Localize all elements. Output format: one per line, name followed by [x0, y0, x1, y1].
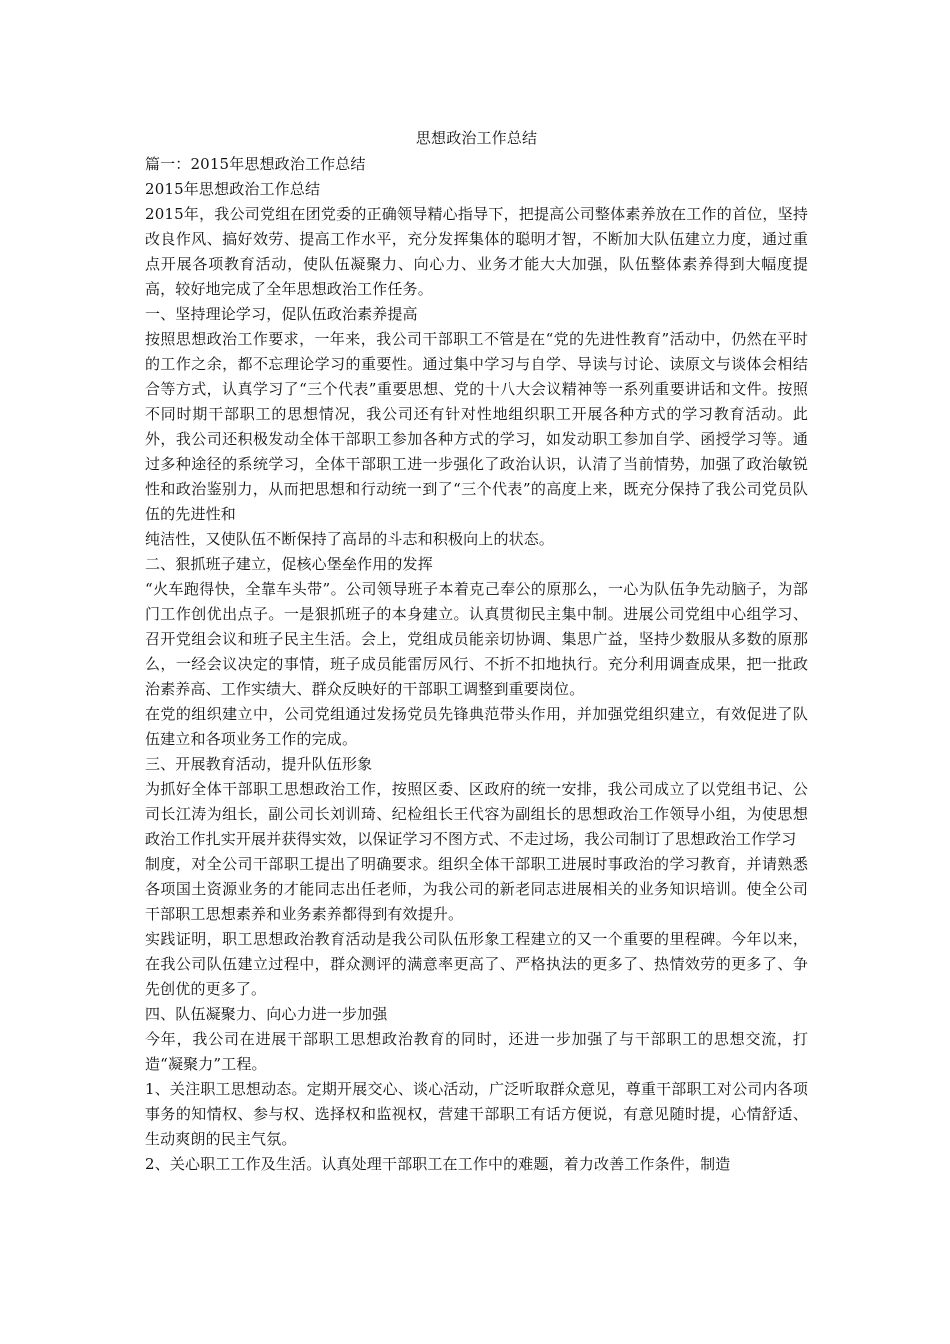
paragraph-education-cont: 制度，对全公司干部职工提出了明确要求。组织全体干部职工进展时事政治的学习教育，并请熟悉各项国土资源业务的才能同志出任老师，为我公司的新老同志进展相关的业务知识培训。使全公司干部职工思想素养和业务素养都得到有效提升。	[145, 855, 808, 923]
paragraph-theory-study-cont: 纯洁性，又使队伍不断保持了高昂的斗志和积极向上的状态。	[145, 530, 555, 548]
document-body	[145, 126, 808, 1177]
paragraph-theory-study: 按照思想政治工作要求，一年来，我公司干部职工不管是在“党的先进性教育”活动中，仍然在平时的工作之余，都不忘理论学习的重要性。通过集中学习与自学、导读与讨论、读原文与谈体会相结合等方式，认真学习了“三个代表”重要思想、党的十八大会议精神等一系列重要讲话和文件。按照不同时期干部职工的思想情况，我公司还有针对性地组织职工开展各种方式的学习教育活动。此外，我公司还积极发动全体干部职工参加各种方式的学习，如发动职工参加自学、函授学习等。通过多种途径的系统学习，全体干部职工进一步强化了政治认识，认清了当前情势，加强了政治敏锐性和政治鉴别力，从而把思想和行动统一到了“三个代表”的高度上来，既充分保持了我公司党员队伍的先进性和	[145, 330, 808, 523]
paragraph-item-one: 1、关注职工思想动态。定期开展交心、谈心活动，广泛听取群众意见，尊重干部职工对公司内各项事务的知情权、参与权、选择权和监视权，营建干部职工有话方便说，有意见随时提，心情舒适、生动爽朗的民主气氛。	[145, 1080, 808, 1148]
paragraph-intro: 2015年，我公司党组在团党委的正确领导精心指导下，把提高公司整体素养放在工作的首位，坚持改良作风、搞好效劳、提高工作水平，充分发挥集体的聪明才智，不断加大队伍建立力度，通过重点开展各项教育活动，使队伍凝聚力、向心力、业务才能大大加强，队伍整体素养得到大幅度提高，较好地完成了全年思想政治工作任务。	[145, 205, 808, 298]
paragraph-party-org: 在党的组织建立中，公司党组通过发扬党员先锋典范带头作用，并加强党组织建立，有效促进了队伍建立和各项业务工作的完成。	[145, 705, 808, 748]
paragraph-section-heading: 篇一：2015年思想政治工作总结	[145, 155, 366, 173]
paragraph-item-two: 2、关心职工工作及生活。认真处理干部职工在工作中的难题，着力改善工作条件，制造	[145, 1155, 731, 1173]
paragraph-practice: 实践证明，职工思想政治教育活动是我公司队伍形象工程建立的又一个重要的里程碑。今年以来，在我公司队伍建立过程中，群众测评的满意率更高了、严格执法的更多了、热情效劳的更多了、争先创优的更多了。	[145, 930, 808, 998]
heading-one: 一、坚持理论学习，促队伍政治素养提高	[145, 305, 418, 323]
heading-four: 四、队伍凝聚力、向心力进一步加强	[145, 1005, 388, 1023]
document-title: 思想政治工作总结	[415, 129, 538, 147]
heading-three: 三、开展教育活动，提升队伍形象	[145, 755, 373, 773]
paragraph-leadership: “火车跑得快，全靠车头带”。公司领导班子本着克己奉公的原那么，一心为队伍争先动脑子，为部门工作创优出点子。一是狠抓班子的本身建立。认真贯彻民主集中制。进展公司党组中心组学习、召开党组会议和班子民主生活。会上，党组成员能亲切协调、集思广益，坚持少数服从多数的原那么，一经会议决定的事情，班子成员能雷厉风行、不折不扣地执行。充分利用调查成果，把一批政治素养高、工作实绩大、群众反映好的干部职工调整到重要岗位。	[145, 580, 808, 698]
paragraph-cohesion: 今年，我公司在进展干部职工思想政治教育的同时，还进一步加强了与干部职工的思想交流，打造“凝聚力”工程。	[145, 1030, 808, 1073]
heading-two: 二、狠抓班子建立，促核心堡垒作用的发挥	[145, 555, 433, 573]
paragraph-education: 为抓好全体干部职工思想政治工作，按照区委、区政府的统一安排，我公司成立了以党组书记、公司长江涛为组长，副公司长刘训琦、纪检组长王代容为副组长的思想政治工作领导小组，为使思想政治工作扎实开展并获得实效，以保证学习不图方式、不走过场，我公司制订了思想政治工作学习	[145, 780, 808, 848]
paragraph-subtitle: 2015年思想政治工作总结	[145, 180, 321, 198]
